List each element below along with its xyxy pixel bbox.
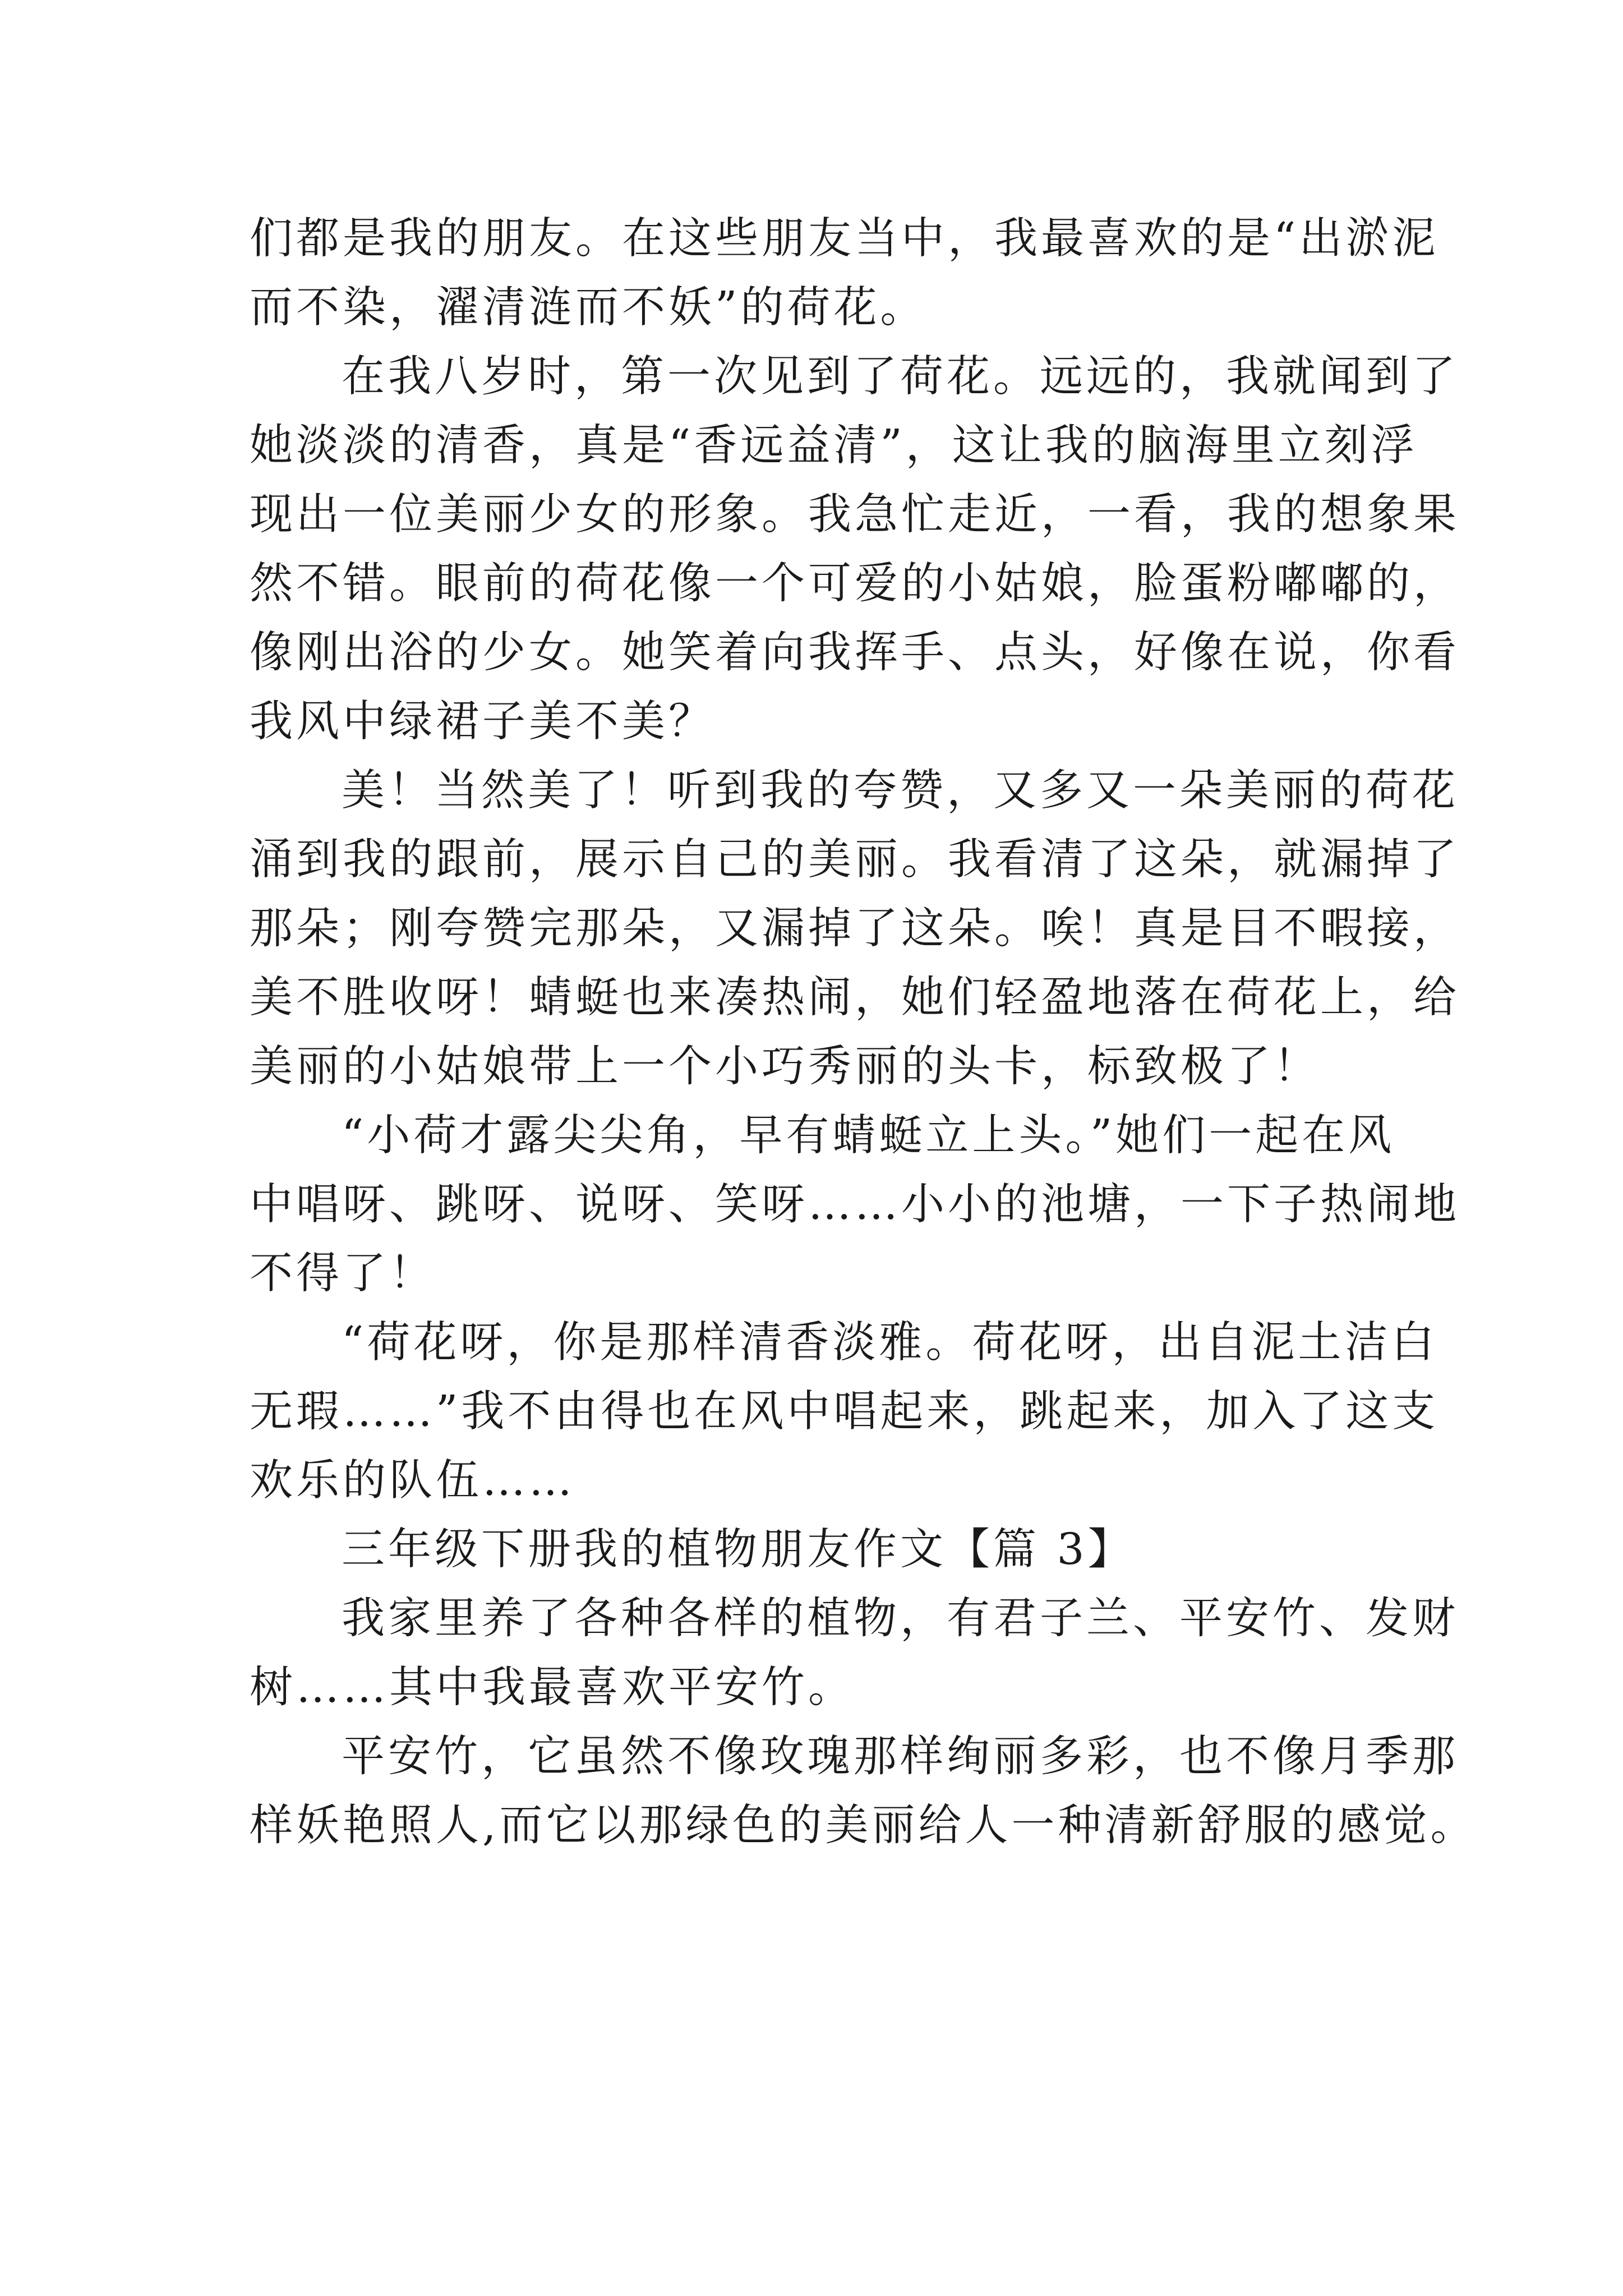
text-line: 样妖艳照人,而它以那绿色的美丽给人一种清新舒服的感觉。	[250, 1801, 1477, 1851]
section-heading: 三年级下册我的植物朋友作文【篇 3】	[342, 1525, 1135, 1575]
text-line: 欢乐的队伍……	[250, 1456, 575, 1506]
text-line: 树……其中我最喜欢平安竹。	[250, 1663, 855, 1713]
text-line: 美丽的小姑娘带上一个小巧秀丽的头卡，标致极了！	[250, 1042, 1320, 1092]
text-line: 中唱呀、跳呀、说呀、笑呀……小小的池塘，一下子热闹地	[250, 1180, 1460, 1230]
text-line: 她淡淡的清香，真是“香远益清”，这让我的脑海里立刻浮	[250, 421, 1418, 471]
text-line: 然不错。眼前的荷花像一个可爱的小姑娘，脸蛋粉嘟嘟的，	[250, 559, 1460, 609]
text-line: 现出一位美丽少女的形象。我急忙走近，一看，我的想象果	[250, 490, 1460, 540]
paragraph-start-line: 在我八岁时，第一次见到了荷花。远远的，我就闻到了	[342, 352, 1459, 402]
paragraph-start-line: “荷花呀，你是那样清香淡雅。荷花呀，出自泥土洁白	[342, 1318, 1438, 1368]
text-line: 那朵；刚夸赞完那朵，又漏掉了这朵。唉！真是目不暇接，	[250, 904, 1460, 954]
text-line: 涌到我的跟前，展示自己的美丽。我看清了这朵，就漏掉了	[250, 835, 1460, 885]
paragraph-start-line: 我家里养了各种各样的植物，有君子兰、平安竹、发财	[342, 1594, 1459, 1644]
text-line: 美不胜收呀！蜻蜓也来凑热闹，她们轻盈地落在荷花上，给	[250, 973, 1460, 1023]
text-line: 像刚出浴的少女。她笑着向我挥手、点头，好像在说，你看	[250, 628, 1460, 678]
text-line: 们都是我的朋友。在这些朋友当中，我最喜欢的是“出淤泥	[250, 214, 1439, 264]
paragraph-start-line: “小荷才露尖尖角，早有蜻蜓立上头。”她们一起在风	[342, 1111, 1395, 1161]
text-line: 不得了！	[250, 1249, 436, 1299]
text-line: 我风中绿裙子美不美？	[250, 697, 715, 747]
essay-body	[250, 204, 1477, 1860]
paragraph-start-line: 美！当然美了！听到我的夸赞，又多又一朵美丽的荷花	[342, 766, 1459, 816]
text-line: 而不染，濯清涟而不妖”的荷花。	[250, 283, 927, 333]
text-line: 无瑕……”我不由得也在风中唱起来，跳起来，加入了这支	[250, 1387, 1439, 1437]
paragraph-start-line: 平安竹，它虽然不像玫瑰那样绚丽多彩，也不像月季那	[342, 1732, 1459, 1782]
